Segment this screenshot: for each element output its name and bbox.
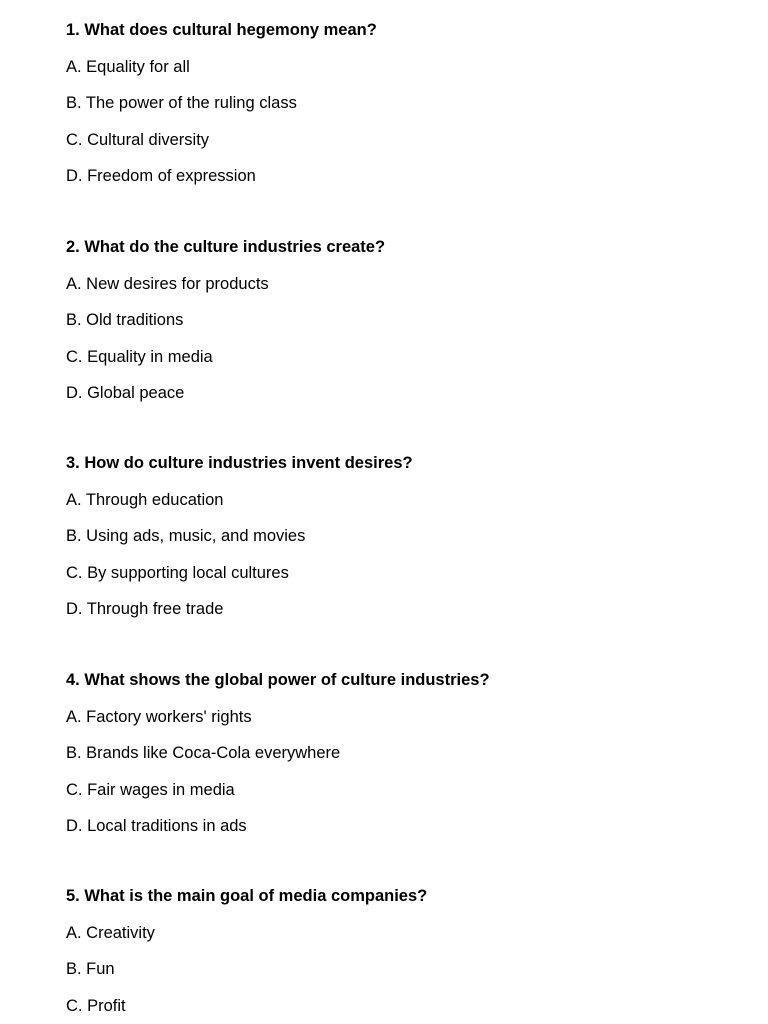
question-3 [66,453,746,619]
answer-option: B. The power of the ruling class [66,94,297,112]
answer-option: D. Global peace [66,384,185,402]
answer-option: D. Through free trade [66,600,224,618]
answer-option: C. By supporting local cultures [66,563,289,582]
question-2 [66,237,746,403]
question-5 [66,886,746,1016]
answer-option: D. Local traditions in ads [66,817,247,835]
answer-option: A. Factory workers' rights [66,707,252,726]
question-4 [66,670,746,836]
answer-option: D. Freedom of expression [66,167,256,185]
question-title: 4. What shows the global power of culture industries? [66,671,490,689]
question-title: 1. What does cultural hegemony mean? [66,21,377,39]
answer-option: C. Fair wages in media [66,780,235,799]
answer-option: B. Using ads, music, and movies [66,527,306,545]
answer-option: A. New desires for products [66,274,269,293]
answer-option: B. Brands like Coca-Cola everywhere [66,744,341,762]
question-title: 5. What is the main goal of media companies? [66,887,428,905]
answer-option: B. Fun [66,960,115,978]
answer-option: C. Cultural diversity [66,130,210,149]
answer-option: A. Through education [66,490,224,509]
question-title: 3. How do culture industries invent desires? [66,454,413,472]
answer-option: C. Equality in media [66,347,213,366]
answer-option: B. Old traditions [66,311,184,329]
answer-option: A. Creativity [66,923,155,942]
answer-option: A. Equality for all [66,57,190,76]
question-1 [66,20,746,186]
answer-option: C. Profit [66,996,126,1015]
question-title: 2. What do the culture industries create? [66,238,386,256]
